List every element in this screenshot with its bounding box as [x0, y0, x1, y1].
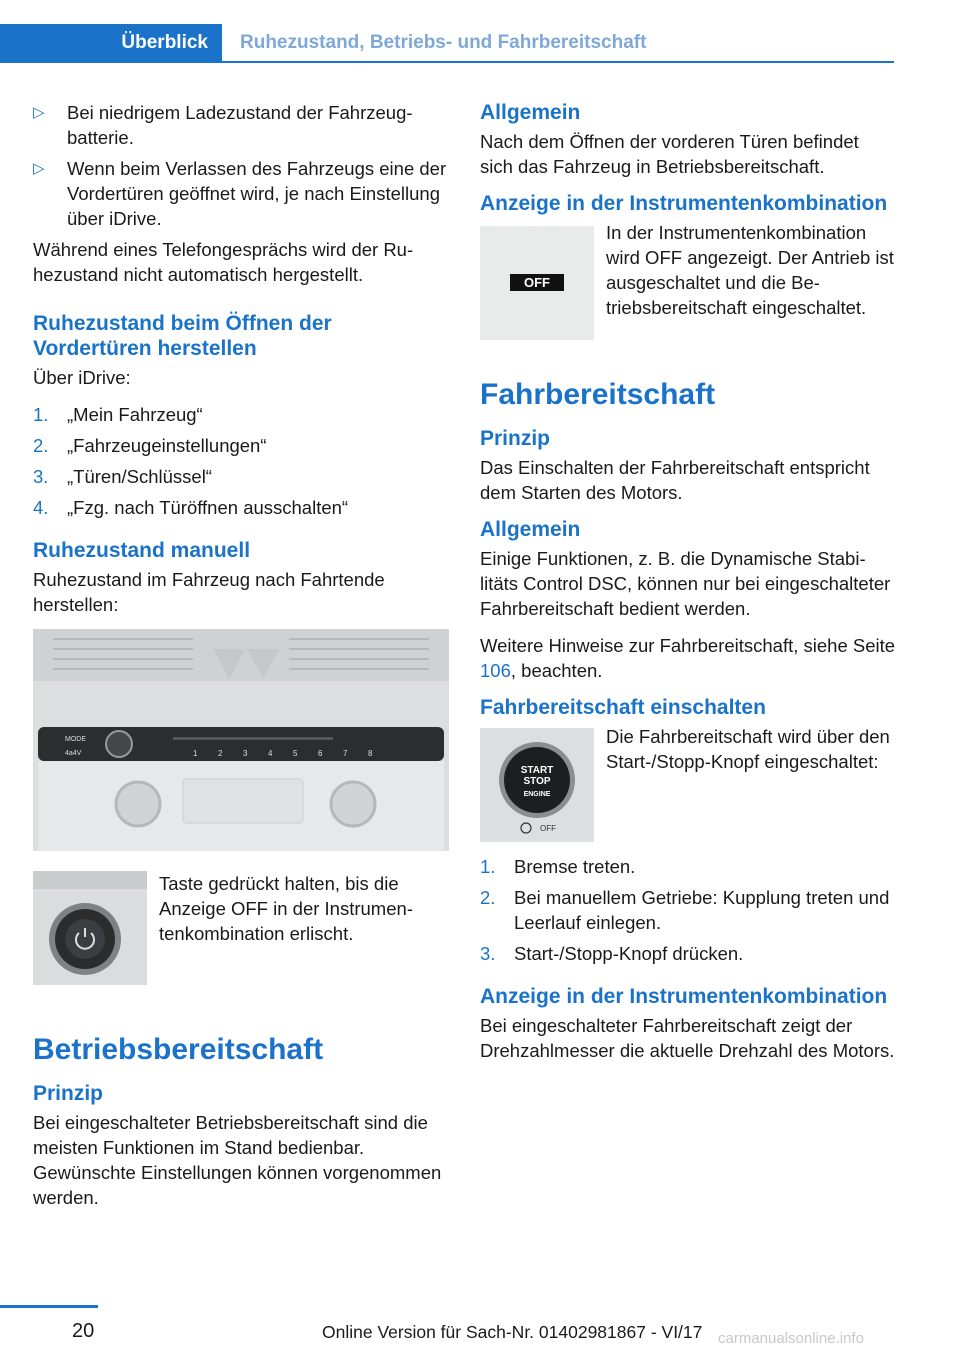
- paragraph: Bei eingeschalteter Betriebsbereitschaft sind die meisten Funktionen im Stand bedienbar. Gewünschte Einstellungen können vorgenommen werden.: [33, 1112, 442, 1208]
- section-heading: Allgemein: [480, 101, 581, 124]
- paragraph: Einige Funktionen, z. B. die Dynamische Stabilitäts Control DSC, können nur bei eingeschalteter Fahrbereitschaft bedient werden.: [480, 548, 891, 619]
- svg-text:4: 4: [268, 749, 273, 758]
- section-heading: Prinzip: [480, 427, 551, 450]
- online-version-note: Online Version für Sach-Nr. 01402981867 - VI/17: [322, 1322, 703, 1342]
- power-knob-figure: [33, 871, 449, 985]
- paragraph: Während eines Telefongesprächs wird der Ruhezustand nicht automatisch hergestellt.: [33, 239, 414, 285]
- svg-text:5: 5: [293, 749, 298, 758]
- section-heading: Ruhezustand beim Öffnen der Vordertüren herstellen: [33, 312, 332, 360]
- chapter-heading: Fahrbereitschaft: [480, 378, 716, 411]
- triangle-bullet-icon: ▷: [33, 160, 45, 177]
- svg-text:4a4V: 4a4V: [65, 750, 82, 757]
- list-item: 1. Bremse treten.: [480, 856, 636, 877]
- svg-text:OFF: OFF: [540, 824, 556, 833]
- svg-text:8: 8: [368, 749, 373, 758]
- page-number: 20: [72, 1320, 95, 1342]
- list-item: ▷ Bei niedrigem Ladezustand der Fahrzeugbatterie.: [33, 102, 413, 148]
- section-heading: Allgemein: [480, 518, 581, 541]
- footer-rule: [0, 1305, 98, 1308]
- list-item: 1. „Mein Fahrzeug“: [33, 404, 203, 425]
- section-heading: Ruhezustand manuell: [33, 539, 251, 562]
- start-stop-button-image: [480, 728, 594, 842]
- svg-text:MODE: MODE: [65, 736, 86, 743]
- svg-text:1: 1: [193, 749, 198, 758]
- svg-text:7: 7: [343, 749, 348, 758]
- chapter-heading: Betriebsbereitschaft: [33, 1033, 324, 1066]
- svg-text:3: 3: [243, 749, 248, 758]
- left-column: [33, 100, 449, 1222]
- figure-caption: Die Fahrbereitschaft wird über den Start-/Stopp-Knopf eingeschaltet:: [606, 726, 890, 772]
- list-item: 3. Start-/Stopp-Knopf drücken.: [480, 943, 744, 964]
- console-image: [33, 629, 449, 851]
- figure-caption: Taste gedrückt halten, bis die Anzeige OFF in der Instrumentenkombination erlischt.: [159, 873, 413, 944]
- svg-text:STOP: STOP: [523, 776, 551, 787]
- paragraph: Nach dem Öffnen der vorderen Türen befindet sich das Fahrzeug in Betriebsbereitschaft.: [480, 131, 859, 177]
- svg-text:ENGINE: ENGINE: [523, 791, 551, 798]
- off-display-figure: [480, 222, 896, 340]
- chapter-title: Ruhezustand, Betriebs- und Fahrbereitschaft: [240, 32, 647, 53]
- figure-caption: In der Instrumentenkombination wird OFF angezeigt. Der Antrieb ist ausgeschaltet und die Betriebsbereitschaft eingeschaltet.: [606, 222, 894, 318]
- right-column: [480, 100, 896, 1075]
- start-button-figure: [480, 724, 896, 842]
- paragraph: Ruhezustand im Fahrzeug nach Fahrtende herstellen:: [33, 569, 385, 615]
- section-heading: Prinzip: [33, 1082, 104, 1105]
- svg-text:2: 2: [218, 749, 223, 758]
- section-tab: Überblick: [0, 24, 222, 61]
- section-heading: Fahrbereitschaft einschalten: [480, 696, 766, 719]
- list-item: ▷ Wenn beim Verlassen des Fahrzeugs eine der Vordertüren geöffnet wird, je nach Einstellung über iDrive.: [33, 158, 447, 229]
- triangle-bullet-icon: ▷: [33, 104, 45, 121]
- list-item: 4. „Fzg. nach Türöffnen ausschalten“: [33, 497, 349, 518]
- paragraph: Das Einschalten der Fahrbereitschaft entspricht dem Starten des Motors.: [480, 457, 870, 503]
- paragraph: Über iDrive:: [33, 367, 131, 388]
- paragraph: Bei eingeschalteter Fahrbereitschaft zeigt der Drehzahlmesser die aktuelle Drehzahl des Motors.: [480, 1015, 895, 1061]
- list-item: 2. Bei manuellem Getriebe: Kupplung treten und Leerlauf einlegen.: [480, 887, 890, 933]
- svg-text:START: START: [520, 765, 554, 776]
- power-knob-image: [33, 871, 147, 985]
- paragraph: Weitere Hinweise zur Fahrbereitschaft, siehe Seite 106, beachten.: [480, 635, 896, 681]
- page-header: [0, 24, 894, 63]
- list-item: 2. „Fahrzeugeinstellungen“: [33, 435, 267, 456]
- watermark: carmanualsonline.info: [718, 1330, 864, 1347]
- list-item: 3. „Türen/Schlüssel“: [33, 466, 212, 487]
- section-heading: Anzeige in der Instrumentenkombination: [480, 192, 888, 215]
- svg-text:6: 6: [318, 749, 323, 758]
- off-display-image: OFF: [480, 226, 594, 340]
- page-reference-link[interactable]: 106: [480, 660, 511, 681]
- section-heading: Anzeige in der Instrumentenkombination: [480, 985, 888, 1008]
